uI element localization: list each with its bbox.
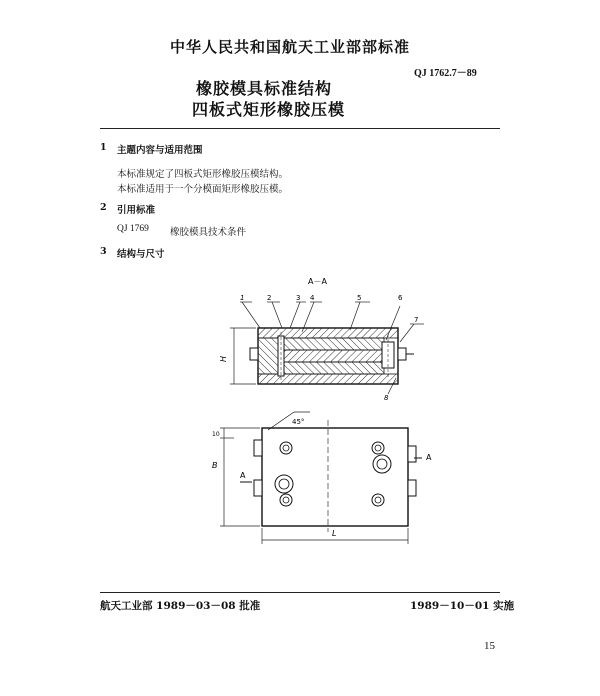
section-view-label: A－A bbox=[308, 277, 327, 286]
callout-6: 6 bbox=[398, 294, 403, 302]
title-line-1: 橡胶模具标准结构 bbox=[196, 79, 333, 98]
section-2-heading: 引用标准 bbox=[117, 205, 156, 216]
approval-date: 航天工业部 1989－03－08 批准 bbox=[100, 600, 261, 612]
section-3-number: 3 bbox=[100, 246, 107, 257]
title-line-2: 四板式矩形橡胶压模 bbox=[192, 100, 346, 119]
section-1-heading: 主题内容与适用范围 bbox=[117, 145, 203, 156]
section-mark-left: A bbox=[240, 471, 246, 480]
plan-view bbox=[254, 412, 416, 532]
callout-4: 4 bbox=[310, 294, 315, 302]
callout-7: 7 bbox=[414, 316, 419, 324]
dim-10-label: 10 bbox=[212, 431, 220, 438]
section-view bbox=[250, 328, 414, 384]
callout-8: 8 bbox=[384, 394, 389, 402]
section-1-number: 1 bbox=[100, 142, 107, 153]
callout-2: 2 bbox=[267, 294, 272, 302]
section-3-heading: 结构与尺寸 bbox=[117, 249, 165, 260]
footer-rule bbox=[100, 592, 500, 593]
section-2-number: 2 bbox=[100, 202, 107, 213]
reference-code: QJ 1769 bbox=[117, 224, 149, 234]
issuing-organization: 中华人民共和国航天工业部部标准 bbox=[170, 38, 411, 56]
header-rule bbox=[100, 128, 500, 129]
callout-1: 1 bbox=[240, 294, 245, 302]
dim-B-label: B bbox=[212, 461, 218, 470]
section-1-line-2: 本标准适用于一个分模面矩形橡胶压模。 bbox=[117, 184, 289, 195]
effective-date: 1989－10－01 实施 bbox=[410, 600, 515, 612]
callout-3: 3 bbox=[296, 294, 301, 302]
dim-H-label: H bbox=[219, 355, 228, 362]
page-number: 15 bbox=[484, 640, 495, 652]
chamfer-angle-label: 45° bbox=[292, 418, 305, 426]
callout-5: 5 bbox=[357, 294, 362, 302]
reference-title: 橡胶模具技术条件 bbox=[170, 227, 247, 238]
section-cut-marks bbox=[240, 458, 422, 482]
section-mark-right: A bbox=[426, 453, 432, 462]
section-1-line-1: 本标准规定了四板式矩形橡胶压模结构。 bbox=[117, 169, 289, 180]
standard-code: QJ 1762.7－89 bbox=[414, 68, 477, 79]
mold-structure-drawing bbox=[210, 270, 450, 550]
dim-L-label: L bbox=[332, 529, 337, 538]
